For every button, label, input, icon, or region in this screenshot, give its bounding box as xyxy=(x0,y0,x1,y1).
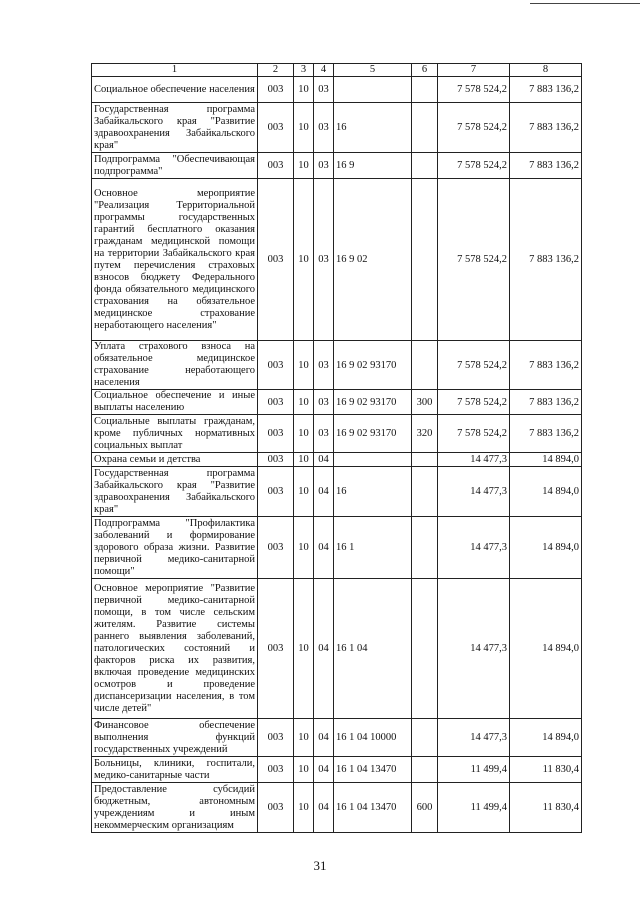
cell-subsection: 03 xyxy=(314,415,334,453)
cell-subsection: 03 xyxy=(314,153,334,179)
cell-target-article: 16 9 02 xyxy=(334,179,412,341)
cell-ministry-code: 003 xyxy=(258,467,294,517)
cell-subsection: 04 xyxy=(314,467,334,517)
table-row xyxy=(92,517,582,579)
table-row xyxy=(92,719,582,757)
cell-amount-year2: 7 883 136,2 xyxy=(510,77,582,103)
cell-amount-year2: 11 830,4 xyxy=(510,783,582,833)
table-row xyxy=(92,153,582,179)
cell-amount-year1: 14 477,3 xyxy=(438,579,510,719)
cell-amount-year2: 14 894,0 xyxy=(510,719,582,757)
cell-amount-year1: 7 578 524,2 xyxy=(438,77,510,103)
cell-amount-year2: 14 894,0 xyxy=(510,453,582,467)
page-number: 31 xyxy=(313,858,327,873)
cell-ministry-code: 003 xyxy=(258,517,294,579)
column-header: 5 xyxy=(334,64,412,77)
cell-amount-year1: 14 477,3 xyxy=(438,453,510,467)
cell-target-article: 16 1 04 13470 xyxy=(334,757,412,783)
cell-expense-type: 300 xyxy=(412,390,438,415)
column-header: 2 xyxy=(258,64,294,77)
cell-ministry-code: 003 xyxy=(258,783,294,833)
column-header: 1 xyxy=(92,64,258,77)
cell-amount-year2: 7 883 136,2 xyxy=(510,390,582,415)
cell-section: 10 xyxy=(294,415,314,453)
cell-amount-year2: 7 883 136,2 xyxy=(510,341,582,390)
cell-target-article: 16 1 04 10000 xyxy=(334,719,412,757)
cell-ministry-code: 003 xyxy=(258,579,294,719)
cell-target-article: 16 9 02 93170 xyxy=(334,415,412,453)
row-name: Государственная программа Забайкальского края "Развитие здравоохранения Забайкальского края" xyxy=(92,103,258,153)
cell-section: 10 xyxy=(294,719,314,757)
cell-expense-type: 600 xyxy=(412,783,438,833)
cell-section: 10 xyxy=(294,757,314,783)
cell-amount-year1: 14 477,3 xyxy=(438,467,510,517)
cell-amount-year1: 7 578 524,2 xyxy=(438,415,510,453)
cell-ministry-code: 003 xyxy=(258,719,294,757)
cell-subsection: 04 xyxy=(314,757,334,783)
column-header: 8 xyxy=(510,64,582,77)
header-rule xyxy=(530,3,640,4)
cell-subsection: 04 xyxy=(314,783,334,833)
row-name: Государственная программа Забайкальского края "Развитие здравоохранения Забайкальского края" xyxy=(92,467,258,517)
cell-expense-type xyxy=(412,467,438,517)
cell-target-article: 16 9 02 93170 xyxy=(334,341,412,390)
row-name: Больницы, клиники, госпитали, медико-санитарные части xyxy=(92,757,258,783)
row-name: Социальное обеспечение населения xyxy=(92,77,258,103)
cell-target-article: 16 9 xyxy=(334,153,412,179)
cell-amount-year2: 7 883 136,2 xyxy=(510,415,582,453)
cell-subsection: 03 xyxy=(314,341,334,390)
cell-target-article: 16 xyxy=(334,467,412,517)
table-row xyxy=(92,103,582,153)
cell-expense-type xyxy=(412,77,438,103)
cell-ministry-code: 003 xyxy=(258,390,294,415)
cell-target-article: 16 1 04 xyxy=(334,579,412,719)
cell-expense-type xyxy=(412,517,438,579)
cell-expense-type xyxy=(412,757,438,783)
table-header-row xyxy=(92,64,582,77)
cell-expense-type xyxy=(412,719,438,757)
cell-amount-year1: 7 578 524,2 xyxy=(438,103,510,153)
table-row xyxy=(92,757,582,783)
cell-section: 10 xyxy=(294,517,314,579)
table-row xyxy=(92,390,582,415)
cell-subsection: 03 xyxy=(314,390,334,415)
cell-target-article: 16 1 04 13470 xyxy=(334,783,412,833)
cell-subsection: 04 xyxy=(314,579,334,719)
row-name: Предоставление субсидий бюджетным, автономным учреждениям и иным некоммерческим организациям xyxy=(92,783,258,833)
cell-amount-year2: 7 883 136,2 xyxy=(510,153,582,179)
cell-section: 10 xyxy=(294,390,314,415)
cell-target-article: 16 1 xyxy=(334,517,412,579)
cell-amount-year2: 14 894,0 xyxy=(510,467,582,517)
cell-section: 10 xyxy=(294,579,314,719)
cell-ministry-code: 003 xyxy=(258,453,294,467)
row-name: Охрана семьи и детства xyxy=(92,453,258,467)
table-row xyxy=(92,341,582,390)
cell-amount-year1: 11 499,4 xyxy=(438,757,510,783)
cell-target-article: 16 9 02 93170 xyxy=(334,390,412,415)
cell-section: 10 xyxy=(294,179,314,341)
cell-expense-type: 320 xyxy=(412,415,438,453)
cell-amount-year1: 14 477,3 xyxy=(438,517,510,579)
cell-amount-year2: 7 883 136,2 xyxy=(510,179,582,341)
cell-ministry-code: 003 xyxy=(258,415,294,453)
row-name: Основное мероприятие "Реализация Территориальной программы государственных гарантий бесплатного оказания гражданам медицинской помощи на территории Забайкальского края путем перечисления страховых взносов бюджету Федерального фонда обязательного медицинского страхования на обязательное медицинское страхование неработающего населения" xyxy=(92,179,258,341)
cell-section: 10 xyxy=(294,341,314,390)
cell-amount-year1: 7 578 524,2 xyxy=(438,390,510,415)
cell-ministry-code: 003 xyxy=(258,179,294,341)
cell-ministry-code: 003 xyxy=(258,103,294,153)
cell-subsection: 04 xyxy=(314,517,334,579)
cell-amount-year2: 11 830,4 xyxy=(510,757,582,783)
column-header: 4 xyxy=(314,64,334,77)
row-name: Социальные выплаты гражданам, кроме публичных нормативных социальных выплат xyxy=(92,415,258,453)
cell-section: 10 xyxy=(294,467,314,517)
cell-amount-year1: 7 578 524,2 xyxy=(438,341,510,390)
column-header: 3 xyxy=(294,64,314,77)
row-name: Подпрограмма "Обеспечивающая подпрограмма" xyxy=(92,153,258,179)
cell-subsection: 04 xyxy=(314,453,334,467)
cell-target-article xyxy=(334,453,412,467)
cell-subsection: 03 xyxy=(314,179,334,341)
cell-ministry-code: 003 xyxy=(258,757,294,783)
cell-section: 10 xyxy=(294,153,314,179)
cell-expense-type xyxy=(412,579,438,719)
cell-amount-year1: 11 499,4 xyxy=(438,783,510,833)
cell-amount-year1: 7 578 524,2 xyxy=(438,153,510,179)
table-row xyxy=(92,453,582,467)
row-name: Основное мероприятие "Развитие первичной медико-санитарной помощи, в том числе сельским жителям. Развитие системы раннего выявления заболеваний, патологических состояний и факторов риска их развития, включая проведение медицинских осмотров и проведение диспансеризации населения, в том числе детей" xyxy=(92,579,258,719)
cell-ministry-code: 003 xyxy=(258,153,294,179)
row-name: Уплата страхового взноса на обязательное медицинское страхование неработающего населения xyxy=(92,341,258,390)
cell-amount-year1: 14 477,3 xyxy=(438,719,510,757)
cell-expense-type xyxy=(412,179,438,341)
cell-expense-type xyxy=(412,341,438,390)
column-header: 7 xyxy=(438,64,510,77)
cell-expense-type xyxy=(412,103,438,153)
table-row xyxy=(92,783,582,833)
cell-subsection: 03 xyxy=(314,103,334,153)
cell-subsection: 04 xyxy=(314,719,334,757)
table-row xyxy=(92,77,582,103)
cell-section: 10 xyxy=(294,783,314,833)
cell-section: 10 xyxy=(294,77,314,103)
row-name: Социальное обеспечение и иные выплаты населению xyxy=(92,390,258,415)
cell-subsection: 03 xyxy=(314,77,334,103)
row-name: Финансовое обеспечение выполнения функций государственных учреждений xyxy=(92,719,258,757)
cell-amount-year1: 7 578 524,2 xyxy=(438,179,510,341)
cell-target-article: 16 xyxy=(334,103,412,153)
cell-expense-type xyxy=(412,453,438,467)
table-row xyxy=(92,415,582,453)
cell-section: 10 xyxy=(294,453,314,467)
cell-ministry-code: 003 xyxy=(258,77,294,103)
cell-amount-year2: 14 894,0 xyxy=(510,517,582,579)
cell-amount-year2: 14 894,0 xyxy=(510,579,582,719)
table-row xyxy=(92,467,582,517)
budget-table xyxy=(91,63,582,833)
table-row xyxy=(92,579,582,719)
cell-target-article xyxy=(334,77,412,103)
cell-expense-type xyxy=(412,153,438,179)
column-header: 6 xyxy=(412,64,438,77)
cell-section: 10 xyxy=(294,103,314,153)
row-name: Подпрограмма "Профилактика заболеваний и формирование здорового образа жизни. Развитие первичной медико-санитарной помощи" xyxy=(92,517,258,579)
cell-ministry-code: 003 xyxy=(258,341,294,390)
cell-amount-year2: 7 883 136,2 xyxy=(510,103,582,153)
table-row xyxy=(92,179,582,341)
